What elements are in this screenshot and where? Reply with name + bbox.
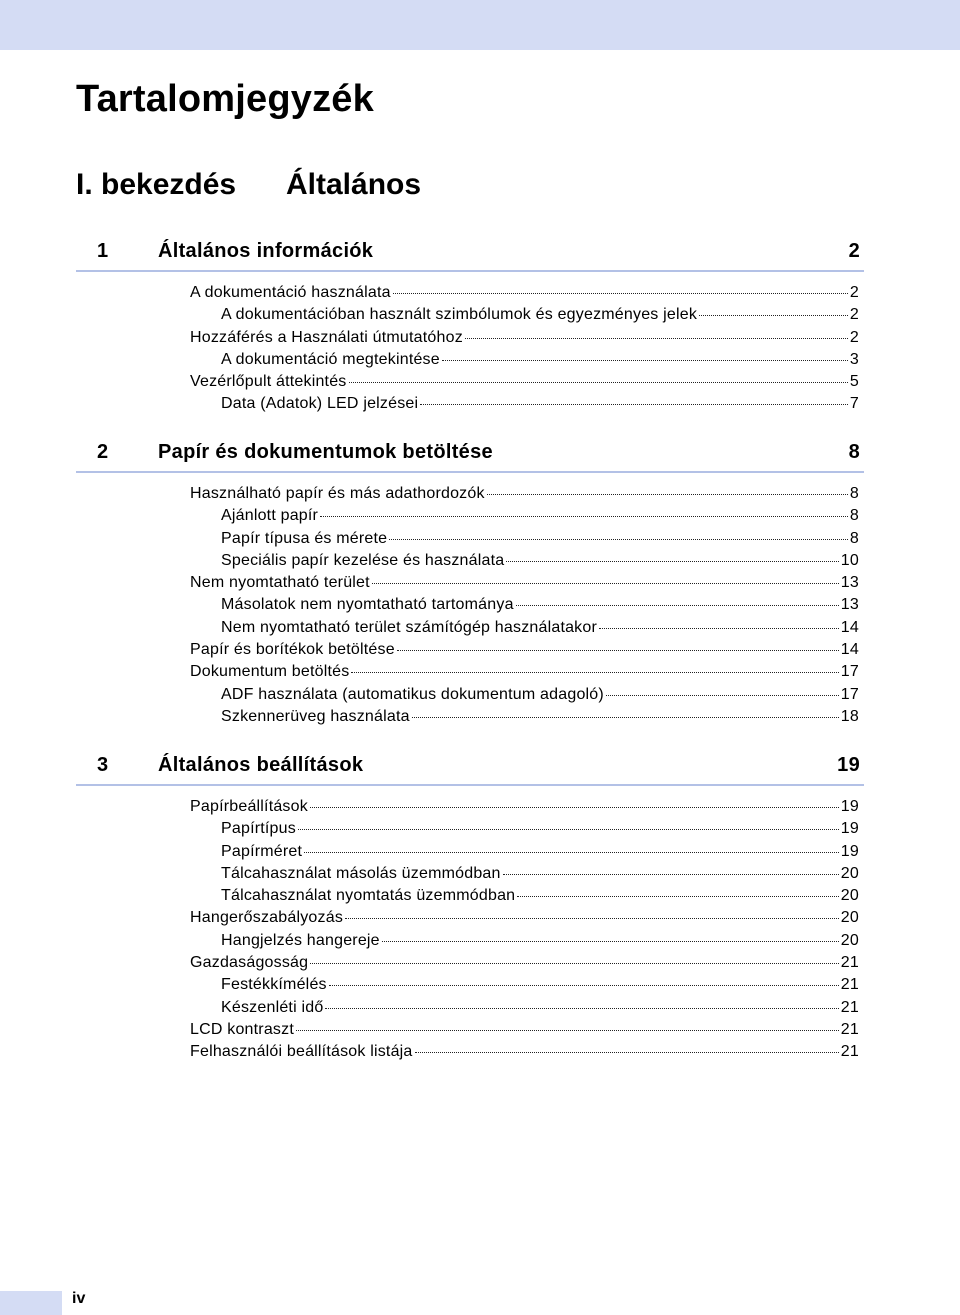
toc-entry-label: Hangjelzés hangereje — [221, 931, 380, 949]
footer-page-number: iv — [72, 1290, 86, 1307]
toc-entry-page: 20 — [840, 931, 859, 949]
dot-leader — [304, 852, 839, 853]
dot-leader — [389, 539, 848, 540]
toc-entry-page: 2 — [849, 328, 859, 346]
toc-entry-label: Nem nyomtatható terület számítógép használatakor — [221, 618, 598, 636]
toc-entry-label: Ajánlott papír — [221, 507, 319, 525]
toc-entry[interactable] — [76, 932, 864, 954]
toc-entry[interactable] — [76, 1043, 864, 1065]
toc-entry-label: Nem nyomtatható terület — [190, 574, 370, 592]
toc-entry-page: 8 — [849, 485, 859, 502]
chapter-title: Papír és dokumentumok betöltése — [158, 441, 493, 463]
dot-leader — [465, 338, 848, 339]
toc-entries — [76, 485, 864, 730]
toc-entry[interactable] — [76, 865, 864, 887]
dot-leader — [516, 605, 839, 606]
toc-entry-page: 14 — [840, 641, 859, 659]
dot-leader — [393, 293, 848, 294]
toc-entry-page: 10 — [840, 551, 859, 569]
toc-entry[interactable] — [76, 999, 864, 1021]
chapter-page-number: 2 — [848, 240, 860, 262]
toc-entry-page: 19 — [840, 798, 859, 815]
dot-leader — [397, 650, 839, 651]
toc-entry-page: 2 — [849, 306, 859, 324]
toc-entry[interactable] — [76, 1021, 864, 1043]
toc-entry-label: Vezérlőpult áttekintés — [190, 373, 347, 391]
dot-leader — [320, 516, 848, 517]
top-band — [0, 0, 960, 50]
toc-entry[interactable] — [76, 686, 864, 708]
toc-entry[interactable] — [76, 485, 864, 507]
toc-entry[interactable] — [76, 373, 864, 395]
toc-entry-label: A dokumentációban használt szimbólumok és egyezményes jelek — [221, 306, 698, 324]
page-title: Tartalomjegyzék — [76, 78, 374, 120]
toc-entry[interactable] — [76, 552, 864, 574]
dot-leader — [599, 628, 839, 629]
toc-entry-page: 8 — [849, 529, 859, 547]
toc-entry[interactable] — [76, 574, 864, 596]
dot-leader — [310, 807, 839, 808]
toc-entry[interactable] — [76, 843, 864, 865]
chapter-heading[interactable] — [76, 748, 864, 786]
chapter-page-number: 8 — [848, 441, 860, 463]
chapter-page-number: 19 — [837, 754, 860, 776]
dot-leader — [503, 874, 839, 875]
toc-entry[interactable] — [76, 507, 864, 529]
dot-leader — [298, 829, 839, 830]
toc-entry-page: 2 — [849, 284, 859, 301]
toc-entry-page: 13 — [840, 596, 859, 614]
toc-entry-page: 20 — [840, 864, 859, 882]
toc-entry-page: 3 — [849, 350, 859, 368]
toc-entry[interactable] — [76, 887, 864, 909]
toc-entry-page: 20 — [840, 887, 859, 905]
toc-entry-label: Felhasználói beállítások listája — [190, 1043, 413, 1061]
toc-entry-label: Gazdaságosság — [190, 954, 309, 972]
toc-entry-label: Papírbeállítások — [190, 798, 308, 815]
toc-entry-page: 19 — [840, 842, 859, 860]
toc-entry-page: 13 — [840, 574, 859, 592]
toc-entry-label: A dokumentáció használata — [190, 284, 391, 301]
dot-leader — [420, 404, 848, 405]
toc-entry-label: Papír típusa és mérete — [221, 529, 388, 547]
toc-entry[interactable] — [76, 351, 864, 373]
toc-entry-label: Papírtípus — [221, 820, 296, 838]
chapter-2 — [76, 435, 864, 730]
part-title: Általános — [286, 168, 422, 201]
footer-bar — [0, 1291, 62, 1315]
toc-entry-label: Speciális papír kezelése és használata — [221, 551, 505, 569]
toc-entry-label: Használható papír és más adathordozók — [190, 485, 485, 502]
dot-leader — [517, 896, 839, 897]
dot-leader — [412, 717, 839, 718]
part-heading — [76, 168, 421, 202]
toc-entry[interactable] — [76, 596, 864, 618]
toc-entry[interactable] — [76, 976, 864, 998]
toc-entry[interactable] — [76, 619, 864, 641]
chapter-3 — [76, 748, 864, 1066]
toc-entry-page: 21 — [840, 998, 859, 1016]
dot-leader — [296, 1030, 839, 1031]
toc-entry[interactable] — [76, 530, 864, 552]
chapter-title: Általános információk — [158, 240, 374, 262]
chapter-number: 3 — [97, 754, 109, 776]
toc-entry[interactable] — [76, 284, 864, 306]
toc-entry-page: 17 — [840, 685, 859, 703]
toc-entries — [76, 798, 864, 1066]
toc-entry[interactable] — [76, 641, 864, 663]
toc-entry[interactable] — [76, 909, 864, 931]
toc-entry-label: Készenléti idő — [221, 998, 324, 1016]
toc-entry-label: Szkennerüveg használata — [221, 707, 410, 725]
part-label: I. bekezdés — [76, 168, 237, 201]
toc-entry-label: Papír és borítékok betöltése — [190, 641, 395, 659]
toc-entry[interactable] — [76, 395, 864, 417]
toc-entry[interactable] — [76, 329, 864, 351]
toc-entry-label: ADF használata (automatikus dokumentum adagoló) — [221, 685, 604, 703]
toc-entry[interactable] — [76, 306, 864, 328]
toc-entry-page: 7 — [849, 395, 859, 413]
toc-entry-page: 18 — [840, 707, 859, 725]
toc-entry-label: LCD kontraszt — [190, 1020, 294, 1038]
dot-leader — [382, 941, 839, 942]
toc-entry-label: Festékkímélés — [221, 976, 327, 994]
dot-leader — [349, 382, 848, 383]
toc-entry-label: Data (Adatok) LED jelzései — [221, 395, 419, 413]
toc-entry-page: 21 — [840, 1020, 859, 1038]
dot-leader — [699, 315, 848, 316]
toc-entry-page: 8 — [849, 507, 859, 525]
toc-entry-label: Tálcahasználat másolás üzemmódban — [221, 864, 501, 882]
dot-leader — [487, 494, 848, 495]
toc-entries — [76, 284, 864, 418]
dot-leader — [329, 985, 839, 986]
toc-entry-page: 17 — [840, 663, 859, 681]
toc-entry[interactable] — [76, 820, 864, 842]
dot-leader — [372, 583, 839, 584]
dot-leader — [310, 963, 839, 964]
chapter-number: 1 — [97, 240, 109, 262]
toc-entry-label: Hozzáférés a Használati útmutatóhoz — [190, 328, 463, 346]
toc-entry-label: Dokumentum betöltés — [190, 663, 350, 681]
chapter-1 — [76, 234, 864, 418]
dot-leader — [506, 561, 838, 562]
dot-leader — [606, 695, 839, 696]
toc-entry-page: 21 — [840, 976, 859, 994]
toc-entry-label: Papírméret — [221, 842, 303, 860]
toc-entry-page: 21 — [840, 954, 859, 972]
toc-entry-label: Hangerőszabályozás — [190, 909, 344, 927]
toc-entry-label: Másolatok nem nyomtatható tartománya — [221, 596, 514, 614]
toc-entry-page: 14 — [840, 618, 859, 636]
dot-leader — [325, 1008, 838, 1009]
toc-entry-page: 21 — [840, 1043, 859, 1061]
chapter-heading[interactable] — [76, 435, 864, 473]
toc-entry[interactable] — [76, 708, 864, 730]
chapter-heading[interactable] — [76, 234, 864, 272]
toc-entry[interactable] — [76, 798, 864, 820]
toc-entry[interactable] — [76, 663, 864, 685]
dot-leader — [345, 918, 839, 919]
dot-leader — [351, 672, 838, 673]
toc-entry-page: 20 — [840, 909, 859, 927]
dot-leader — [415, 1052, 839, 1053]
chapter-number: 2 — [97, 441, 109, 463]
toc-entry-label: Tálcahasználat nyomtatás üzemmódban — [221, 887, 516, 905]
dot-leader — [442, 360, 848, 361]
toc-entry-page: 19 — [840, 820, 859, 838]
toc-entry-page: 5 — [849, 373, 859, 391]
toc-entry-label: A dokumentáció megtekintése — [221, 350, 440, 368]
chapter-title: Általános beállítások — [158, 754, 364, 776]
toc-entry[interactable] — [76, 954, 864, 976]
